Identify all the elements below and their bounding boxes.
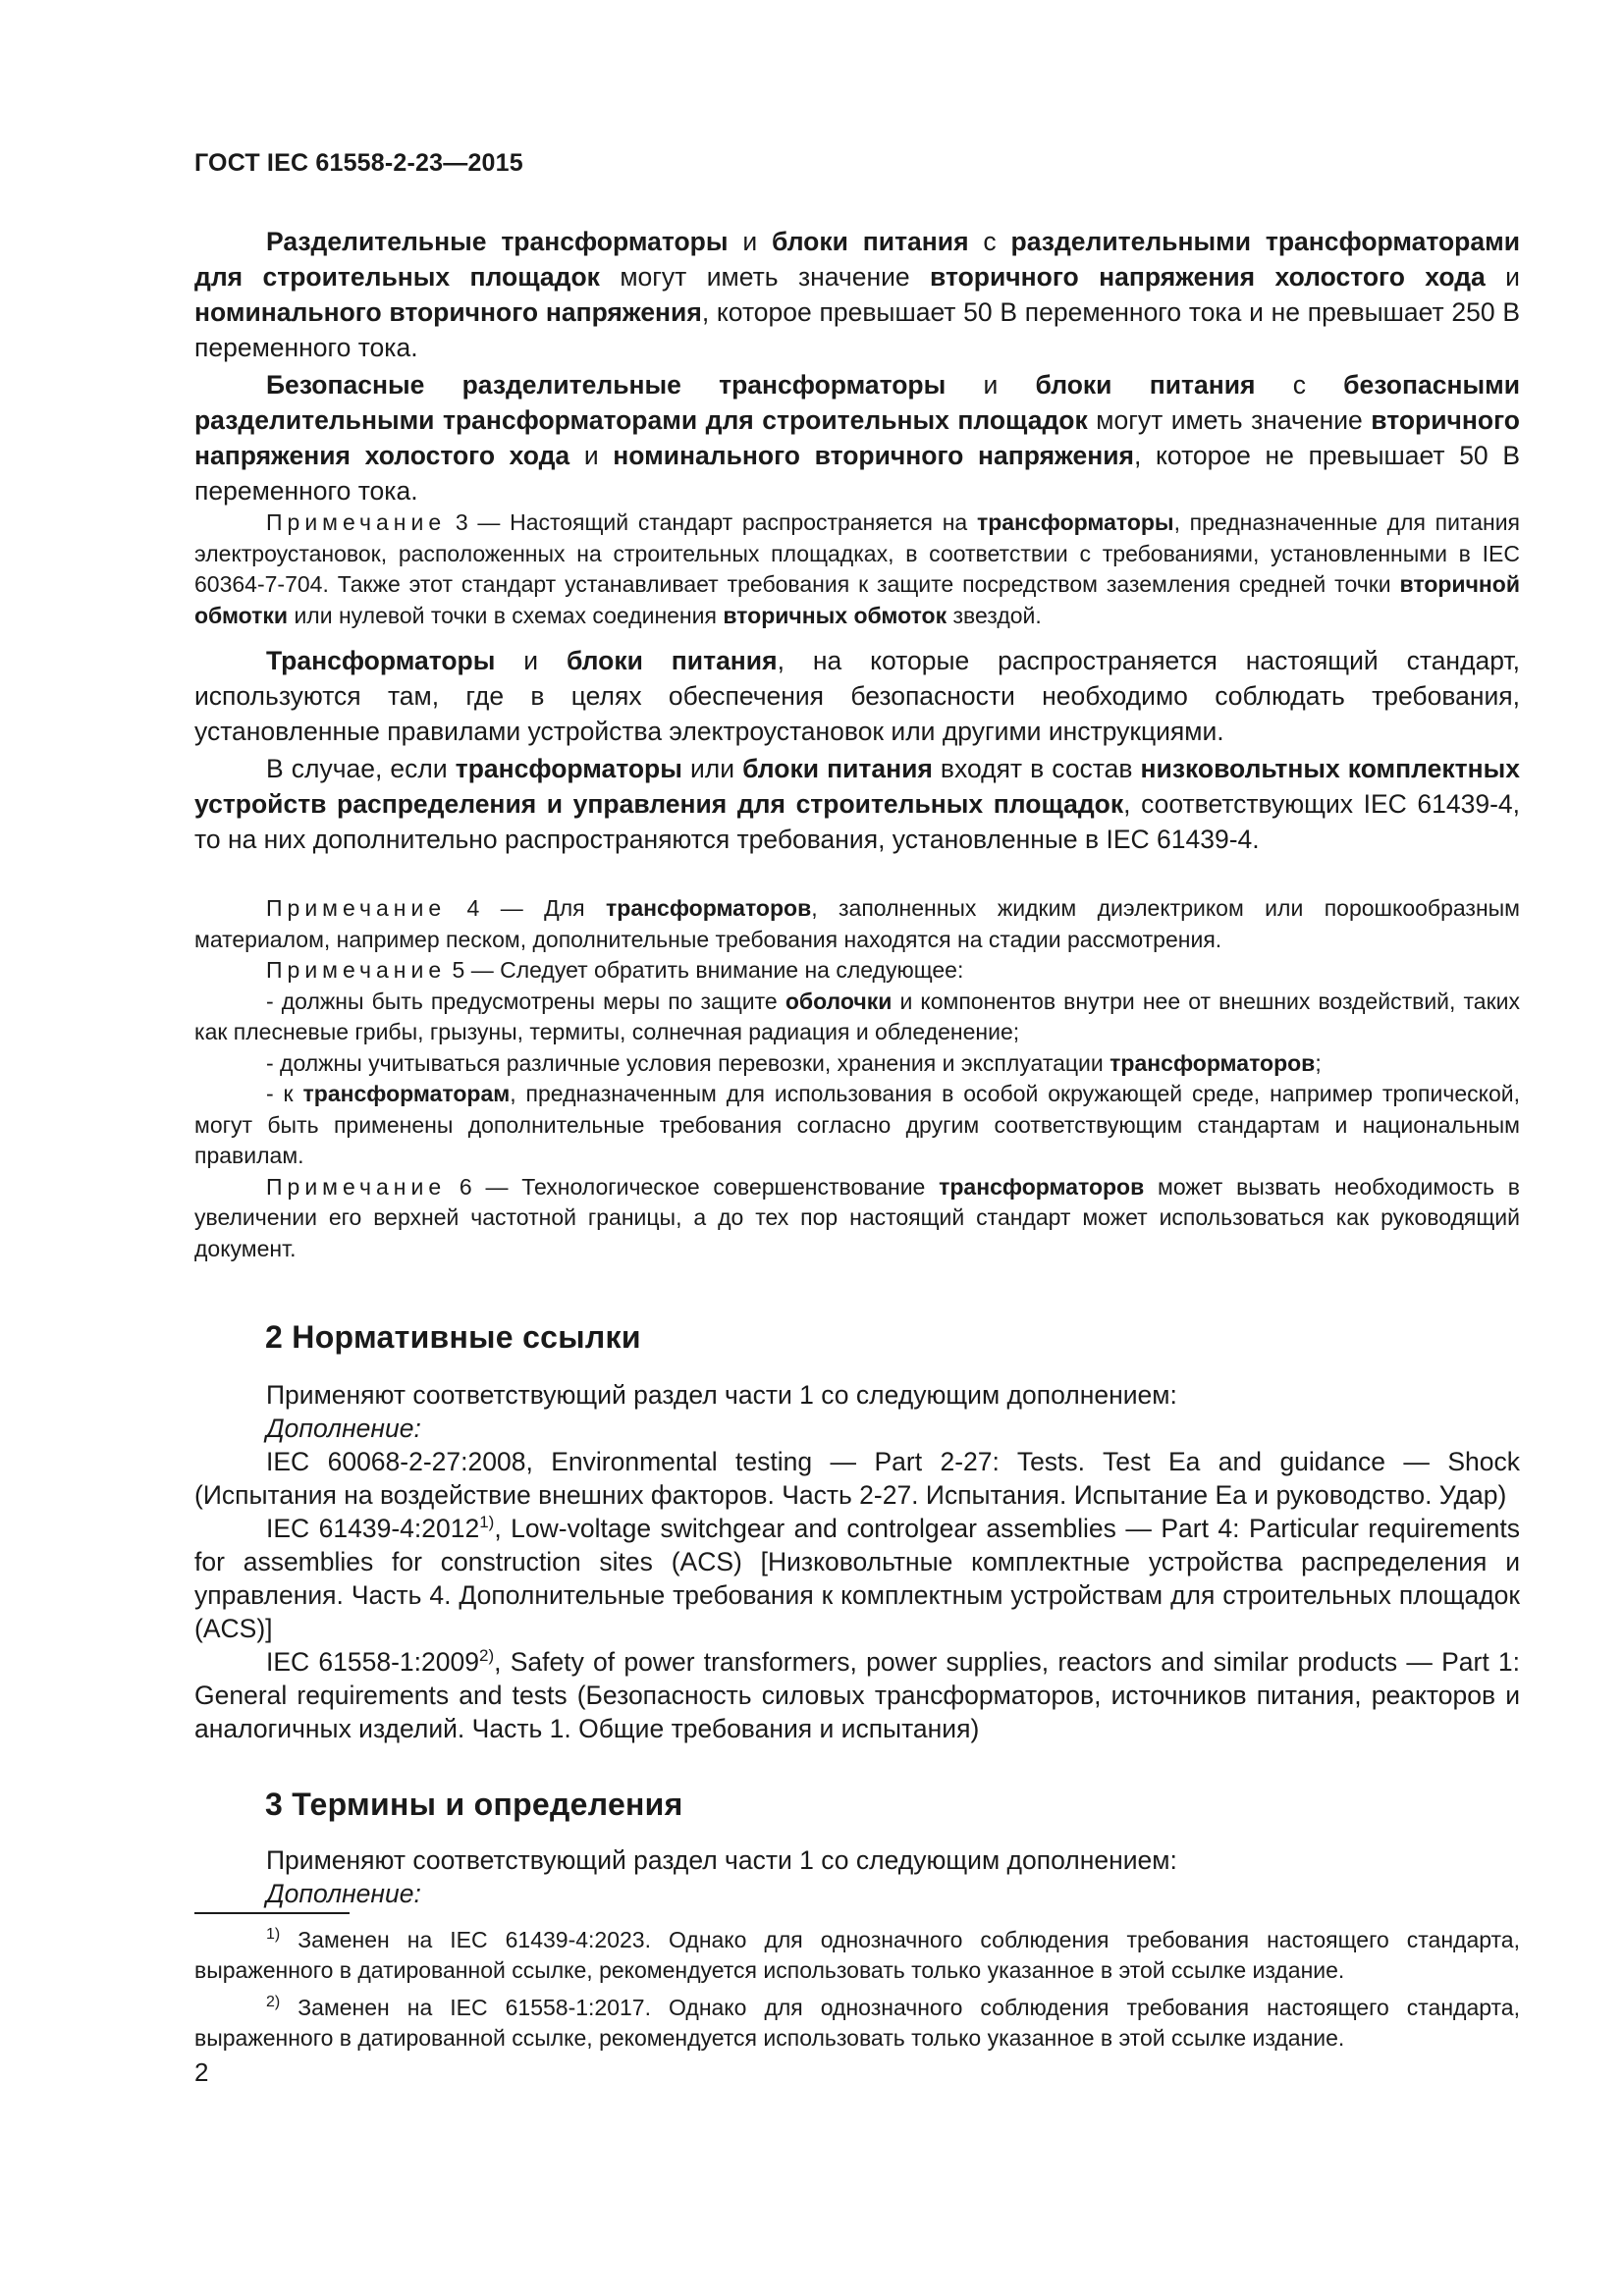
bold-term: блоки питания <box>1035 370 1256 400</box>
note-5-item-2: - должны учитываться различные условия перевозки, хранения и эксплуатации трансформаторов; <box>266 1049 1322 1076</box>
footnote-marker: 2) <box>266 1994 281 2010</box>
note-label: Примечание <box>266 509 447 535</box>
bold-term: вторичной обмотки <box>194 571 1520 628</box>
bold-term: Безопасные разделительные трансформаторы <box>266 370 947 400</box>
note-5: Примечание 5 — Следует обратить внимание на следующее: <box>266 957 964 983</box>
paragraph-assemblies: В случае, если трансформаторы или блоки питания входят в состав низковольтных комплектных устройств распределения и управления для строительных площадок, соответствующих IEC 61439-4, то на них дополнительно распространяются требования, установленные в IEC 61439-4. <box>194 754 1520 854</box>
bold-term: блоки питания <box>566 646 778 675</box>
reference-iec-61439: IEC 61439-4:2012$^{1)}$, Low-voltage switchgear and controlgear assemblies — Part 4: Particular requirements for assemblies for construction sites (ACS) [Низковольтные комплектные устройства распределения и управления. Часть 4. Дополнительные требования к комплектным устройствам для строительных площадок (ACS)] <box>194 1513 1521 1643</box>
note-3: Примечание 3 — Настоящий стандарт распространяется на трансформаторы, предназначенные для питания электроустановок, расположенных на строительных площадках, в соответствии с требованиями, установленными в IEC 60364-7-704. Также этот стандарт устанавливает требования к защите посредством заземления средней точки вторичной обмотки или нулевой точки в схемах соединения вторичных обмоток звездой. <box>194 509 1521 628</box>
bold-term: Разделительные трансформаторы <box>266 227 729 256</box>
bold-term: вторичного напряжения холостого хода <box>194 405 1520 470</box>
note-5-item-3: - к трансформаторам, предназначенным для использования в особой окружающей среде, например тропической, могут быть применены дополнительные требования согласно другим соответствующим стандартам и национальным правилам. <box>194 1081 1520 1168</box>
section-2-addition: Дополнение: <box>266 1414 421 1443</box>
section-3-body <box>194 1843 1520 1910</box>
section-2-body <box>194 1378 1520 1745</box>
scope-paragraphs <box>194 643 1520 857</box>
section-2-title: 2 Нормативные ссылки <box>265 1319 641 1355</box>
footnote-separator <box>194 1912 350 1914</box>
note-4: Примечание 4 — Для трансформаторов, заполненных жидким диэлектриком или порошкообразным материалом, например песком, дополнительные требования находятся на стадии рассмотрения. <box>194 895 1520 952</box>
footnote-1: $^{1)}$ Заменен на IEC 61439-4:2023. Однако для однозначного соблюдения требования настоящего стандарта, выраженного в датированной ссылке, рекомендуется использовать только указанное в этой ссылке издание. <box>194 1926 1520 1983</box>
bold-term: трансформаторов <box>606 895 812 921</box>
footnote-2: $^{2)}$ Заменен на IEC 61558-1:2017. Однако для однозначного соблюдения требования настоящего стандарта, выраженного в датированной ссылке, рекомендуется использовать только указанное в этой ссылке издание. <box>194 1994 1520 2051</box>
reference-iec-61558: IEC 61558-1:2009$^{2)}$, Safety of power transformers, power supplies, reactors and similar products — Part 1: General requirements and tests (Безопасность силовых трансформаторов, источников питания, реакторов и аналогичных изделий. Часть 1. Общие требования и испытания) <box>194 1646 1521 1743</box>
bold-term: разделительными трансформаторами для строительных площадок <box>194 227 1521 292</box>
document-header: ГОСТ IEC 61558-2-23—2015 <box>194 149 523 177</box>
note-6: Примечание 6 — Технологическое совершенствование трансформаторов может вызвать необходимость в увеличении его верхней частотной границы, а до тех пор настоящий стандарт может использоваться как руководящий документ. <box>194 1173 1520 1261</box>
footnote-marker: 1) <box>479 1513 495 1531</box>
paragraph-safety-isolating-transformers: Безопасные разделительные трансформаторы и блоки питания с безопасными разделительными трансформаторами для строительных площадок могут иметь значение вторичного напряжения холостого хода и номинального вторичного напряжения, которое не превышает 50 В переменного тока. <box>194 370 1521 506</box>
section-3-intro: Применяют соответствующий раздел части 1 со следующим дополнением: <box>266 1845 1177 1875</box>
section-3-addition: Дополнение: <box>266 1879 421 1908</box>
bold-term: вторичных обмоток <box>723 602 947 628</box>
bold-term: вторичного напряжения холостого хода <box>930 262 1486 292</box>
bold-term: оболочки <box>785 988 893 1014</box>
note-3-block <box>194 507 1520 631</box>
intro-paragraphs <box>194 224 1520 508</box>
paragraph-isolating-transformers: Разделительные трансформаторы и блоки питания с разделительными трансформаторами для строительных площадок могут иметь значение вторичного напряжения холостого хода и номинального вторичного напряжения, которое превышает 50 В переменного тока и не превышает 250 В переменного тока. <box>194 227 1521 362</box>
section-3-title: 3 Термины и определения <box>265 1787 683 1822</box>
footnote-marker: 2) <box>478 1646 495 1665</box>
footnotes <box>194 1925 1520 2054</box>
note-5-item-1: - должны быть предусмотрены меры по защите оболочки и компонентов внутри нее от внешних воздействий, таких как плесневые грибы, грызуны, термиты, солнечная радиация и обледенение; <box>194 988 1520 1044</box>
bold-term: Трансформаторы <box>266 646 496 675</box>
bold-term: безопасными разделительными трансформаторами для строительных площадок <box>194 370 1520 435</box>
bold-term: трансформаторам <box>302 1081 511 1106</box>
notes-4-6-block <box>194 893 1520 1264</box>
bold-term: номинального вторичного напряжения <box>613 441 1134 470</box>
bold-term: номинального вторичного напряжения <box>194 297 702 327</box>
paragraph-usage: Трансформаторы и блоки питания, на которые распространяется настоящий стандарт, используются там, где в целях обеспечения безопасности необходимо соблюдать требования, установленные правилами устройства электроустановок или другими инструкциями. <box>194 646 1520 746</box>
reference-iec-60068: IEC 60068-2-27:2008, Environmental testing — Part 2-27: Tests. Test Ea and guidance — Shock (Испытания на воздействие внешних факторов. Часть 2-27. Испытания. Испытание Ea и руководство. Удар) <box>194 1447 1520 1510</box>
bold-term: трансформаторы <box>976 509 1174 535</box>
bold-term: блоки питания <box>742 754 933 783</box>
note-label: Примечание <box>266 957 447 983</box>
page-number: 2 <box>194 2057 209 2087</box>
section-2-intro: Применяют соответствующий раздел части 1 со следующим дополнением: <box>266 1380 1177 1410</box>
note-label: Примечание <box>266 895 447 921</box>
bold-term: трансформаторов <box>1110 1049 1316 1076</box>
note-label: Примечание <box>266 1173 447 1200</box>
bold-term: трансформаторы <box>455 754 682 783</box>
bold-term: трансформаторов <box>939 1173 1145 1200</box>
footnote-marker: 1) <box>266 1926 281 1943</box>
bold-term: блоки питания <box>771 227 969 256</box>
bold-term: низковольтных комплектных устройств распределения и управления для строительных площадок <box>194 754 1520 819</box>
